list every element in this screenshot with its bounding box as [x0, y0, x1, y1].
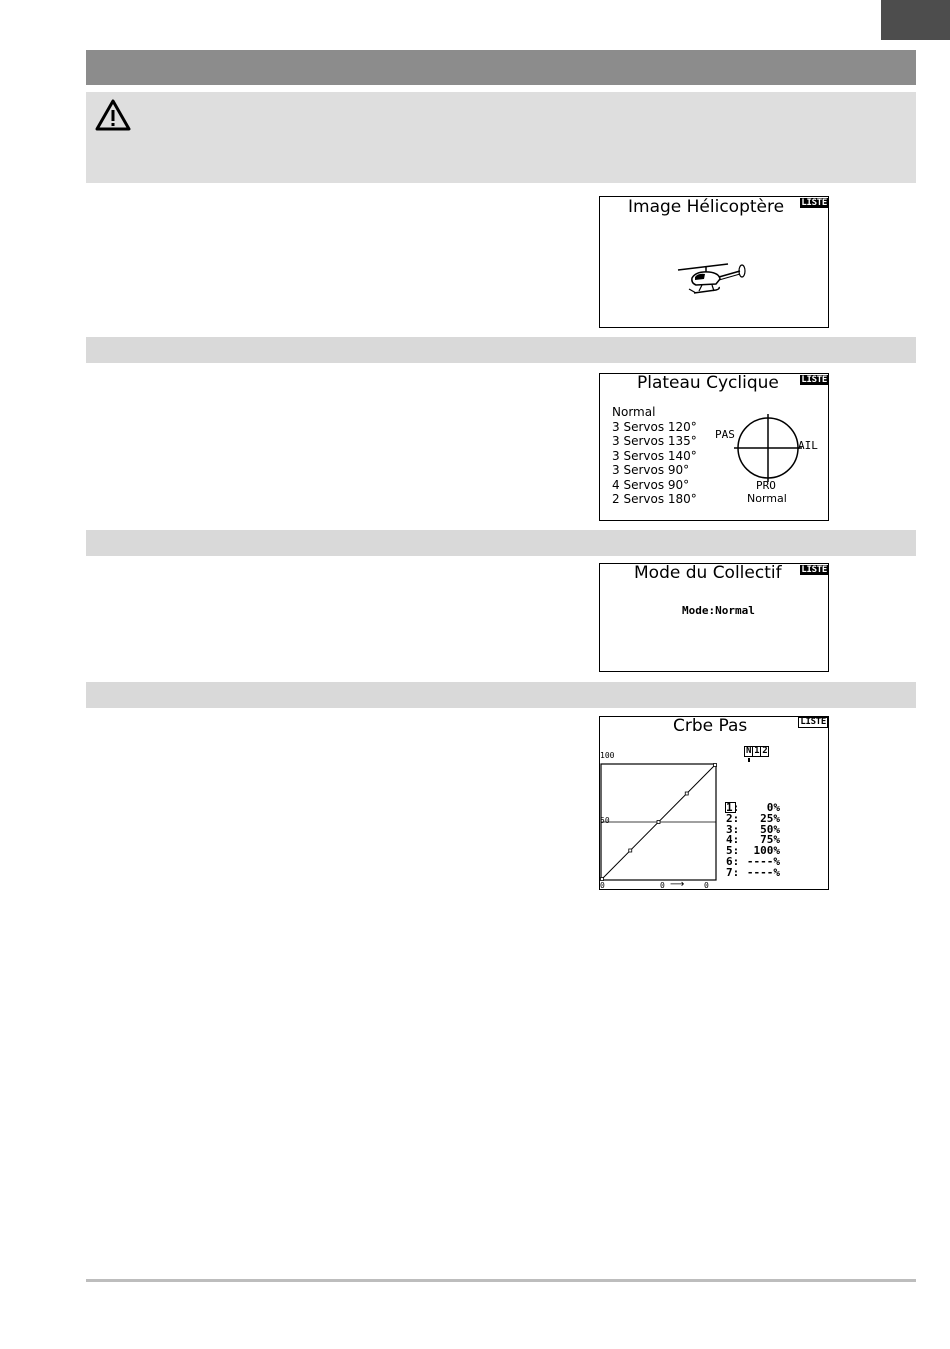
- section-bar-collectif: [86, 530, 916, 556]
- curve-point-index: 4:: [726, 833, 740, 847]
- section-bar-crbe-pas: [86, 682, 916, 708]
- flight-mode-2[interactable]: 2: [762, 746, 768, 756]
- liste-badge: LISTE: [801, 565, 827, 575]
- curve-point-index: 7:: [726, 865, 740, 879]
- curve-point-marker[interactable]: [629, 849, 632, 852]
- flight-mode-marker: [748, 758, 750, 762]
- lcd-screen-image-heli: [599, 196, 829, 328]
- screen-title: Mode du Collectif: [634, 563, 782, 583]
- swashplate-option-list[interactable]: [612, 405, 697, 507]
- warning-triangle-icon: [94, 98, 132, 132]
- swashplate-option[interactable]: 4 Servos 90°: [612, 477, 690, 492]
- curve-point-marker[interactable]: [601, 878, 604, 881]
- curve-point-index: 5:: [726, 844, 740, 858]
- curve-point-value[interactable]: 50%: [760, 822, 780, 836]
- curve-point-index: 6:: [726, 855, 740, 868]
- lcd-screen-crbe-pas: [599, 716, 829, 890]
- curve-point-index: 1:: [726, 801, 740, 814]
- section-header-bar: [86, 50, 916, 85]
- curve-point-marker[interactable]: [714, 764, 717, 767]
- liste-badge: LISTE: [801, 198, 827, 208]
- curve-point-value[interactable]: 75%: [760, 833, 780, 847]
- flight-mode-selector[interactable]: [744, 746, 769, 757]
- footer-rule: [86, 1279, 916, 1282]
- pas-label: PAS: [715, 428, 735, 441]
- pro-label: PRO: [756, 479, 776, 492]
- curve-point-index: 3:: [726, 822, 740, 836]
- curve-point-value[interactable]: 100%: [753, 844, 780, 858]
- curve-point-value[interactable]: 0%: [766, 801, 780, 814]
- axis-label-top: 100: [600, 751, 615, 760]
- axis-label-x-right: 0: [704, 881, 709, 890]
- swashplate-option[interactable]: 3 Servos 120°: [612, 419, 697, 434]
- lcd-screen-collectif: [599, 563, 829, 672]
- flight-mode-1[interactable]: 1: [754, 746, 760, 756]
- swashplate-diagram-icon: [734, 414, 802, 482]
- helicopter-icon: [676, 257, 748, 302]
- axis-arrow-icon: ⟶: [670, 879, 685, 890]
- curve-point-marker[interactable]: [685, 792, 688, 795]
- swashplate-option[interactable]: 3 Servos 135°: [612, 434, 697, 448]
- swashplate-option[interactable]: 3 Servos 140°: [612, 448, 697, 463]
- axis-label-mid: 50: [600, 816, 610, 825]
- curve-point-marker[interactable]: [657, 821, 660, 824]
- curve-point-value[interactable]: ----%: [746, 855, 780, 868]
- curve-point-index: 2:: [726, 811, 740, 825]
- liste-badge: LISTE: [800, 717, 826, 727]
- liste-badge: LISTE: [801, 375, 827, 385]
- swashplate-option[interactable]: Normal: [612, 405, 656, 419]
- axis-label-x-left: 0: [600, 881, 605, 890]
- screen-title: Image Hélicoptère: [628, 197, 785, 217]
- flight-mode-n[interactable]: N: [746, 746, 752, 756]
- screen-title: Plateau Cyclique: [637, 373, 779, 393]
- ail-label: AIL: [798, 439, 818, 452]
- page-corner-tab: [881, 0, 950, 40]
- swashplate-option[interactable]: 2 Servos 180°: [612, 492, 697, 506]
- screen-title: Crbe Pas: [673, 716, 748, 736]
- curve-point-value[interactable]: 25%: [760, 811, 780, 825]
- warning-box: [86, 92, 916, 183]
- pro-value: Normal: [747, 492, 787, 505]
- collective-mode-value[interactable]: Mode:Normal: [682, 604, 755, 617]
- curve-point-value[interactable]: ----%: [746, 865, 780, 879]
- pitch-curve-graph[interactable]: [600, 761, 718, 883]
- section-bar-plateau: [86, 337, 916, 363]
- axis-label-x-mid: 0: [660, 881, 665, 890]
- curve-point-row[interactable]: [726, 867, 782, 878]
- lcd-screen-plateau: [599, 373, 829, 521]
- swashplate-option[interactable]: 3 Servos 90°: [612, 463, 690, 477]
